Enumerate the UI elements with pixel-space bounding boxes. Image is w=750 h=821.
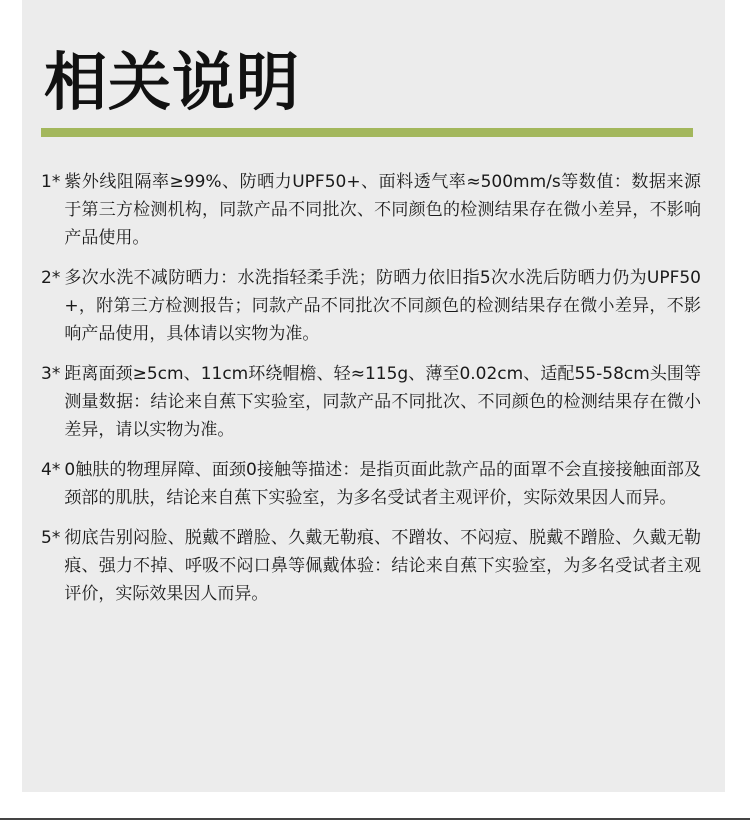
note-marker: 3* (41, 364, 61, 384)
note-item-5 (41, 524, 701, 608)
note-text: 0触肤的物理屏障、面颈0接触等描述：是指页面此款产品的面罩不会直接接触面部及颈部的肌肤，结论来自蕉下实验室，为多名受试者主观评价，实际效果因人而异。 (64, 460, 701, 508)
note-item-1 (41, 168, 701, 252)
note-marker: 2* (41, 268, 61, 288)
note-marker: 5* (41, 528, 61, 548)
note-text: 彻底告别闷脸、脱戴不蹭脸、久戴无勒痕、不蹭妆、不闷痘、脱戴不蹭脸、久戴无勒痕、强力不掉、呼吸不闷口鼻等佩戴体验：结论来自蕉下实验室，为多名受试者主观评价，实际效果因人而异。 (64, 528, 701, 604)
note-item-4 (41, 456, 701, 512)
note-item-2 (41, 264, 701, 348)
note-item-3 (41, 360, 701, 444)
note-text: 距离面颈≥5cm、11cm环绕帽檐、轻≈115g、薄至0.02cm、适配55-58cm头围等测量数据：结论来自蕉下实验室，同款产品不同批次、不同颜色的检测结果存在微小差异，请以实物为准。 (64, 364, 701, 440)
note-marker: 1* (41, 172, 61, 192)
title-underline (41, 128, 693, 137)
note-text: 多次水洗不减防晒力：水洗指轻柔手洗；防晒力依旧指5次水洗后防晒力仍为UPF50+，附第三方检测报告；同款产品不同批次不同颜色的检测结果存在微小差异，不影响产品使用，具体请以实物为准。 (64, 268, 701, 344)
page-title: 相关说明 (44, 46, 300, 119)
notes-list (41, 168, 701, 620)
bottom-divider (0, 818, 750, 820)
note-text: 紫外线阻隔率≥99%、防晒力UPF50+、面料透气率≈500mm/s等数值：数据来源于第三方检测机构，同款产品不同批次、不同颜色的检测结果存在微小差异，不影响产品使用。 (64, 172, 701, 248)
note-marker: 4* (41, 460, 61, 480)
